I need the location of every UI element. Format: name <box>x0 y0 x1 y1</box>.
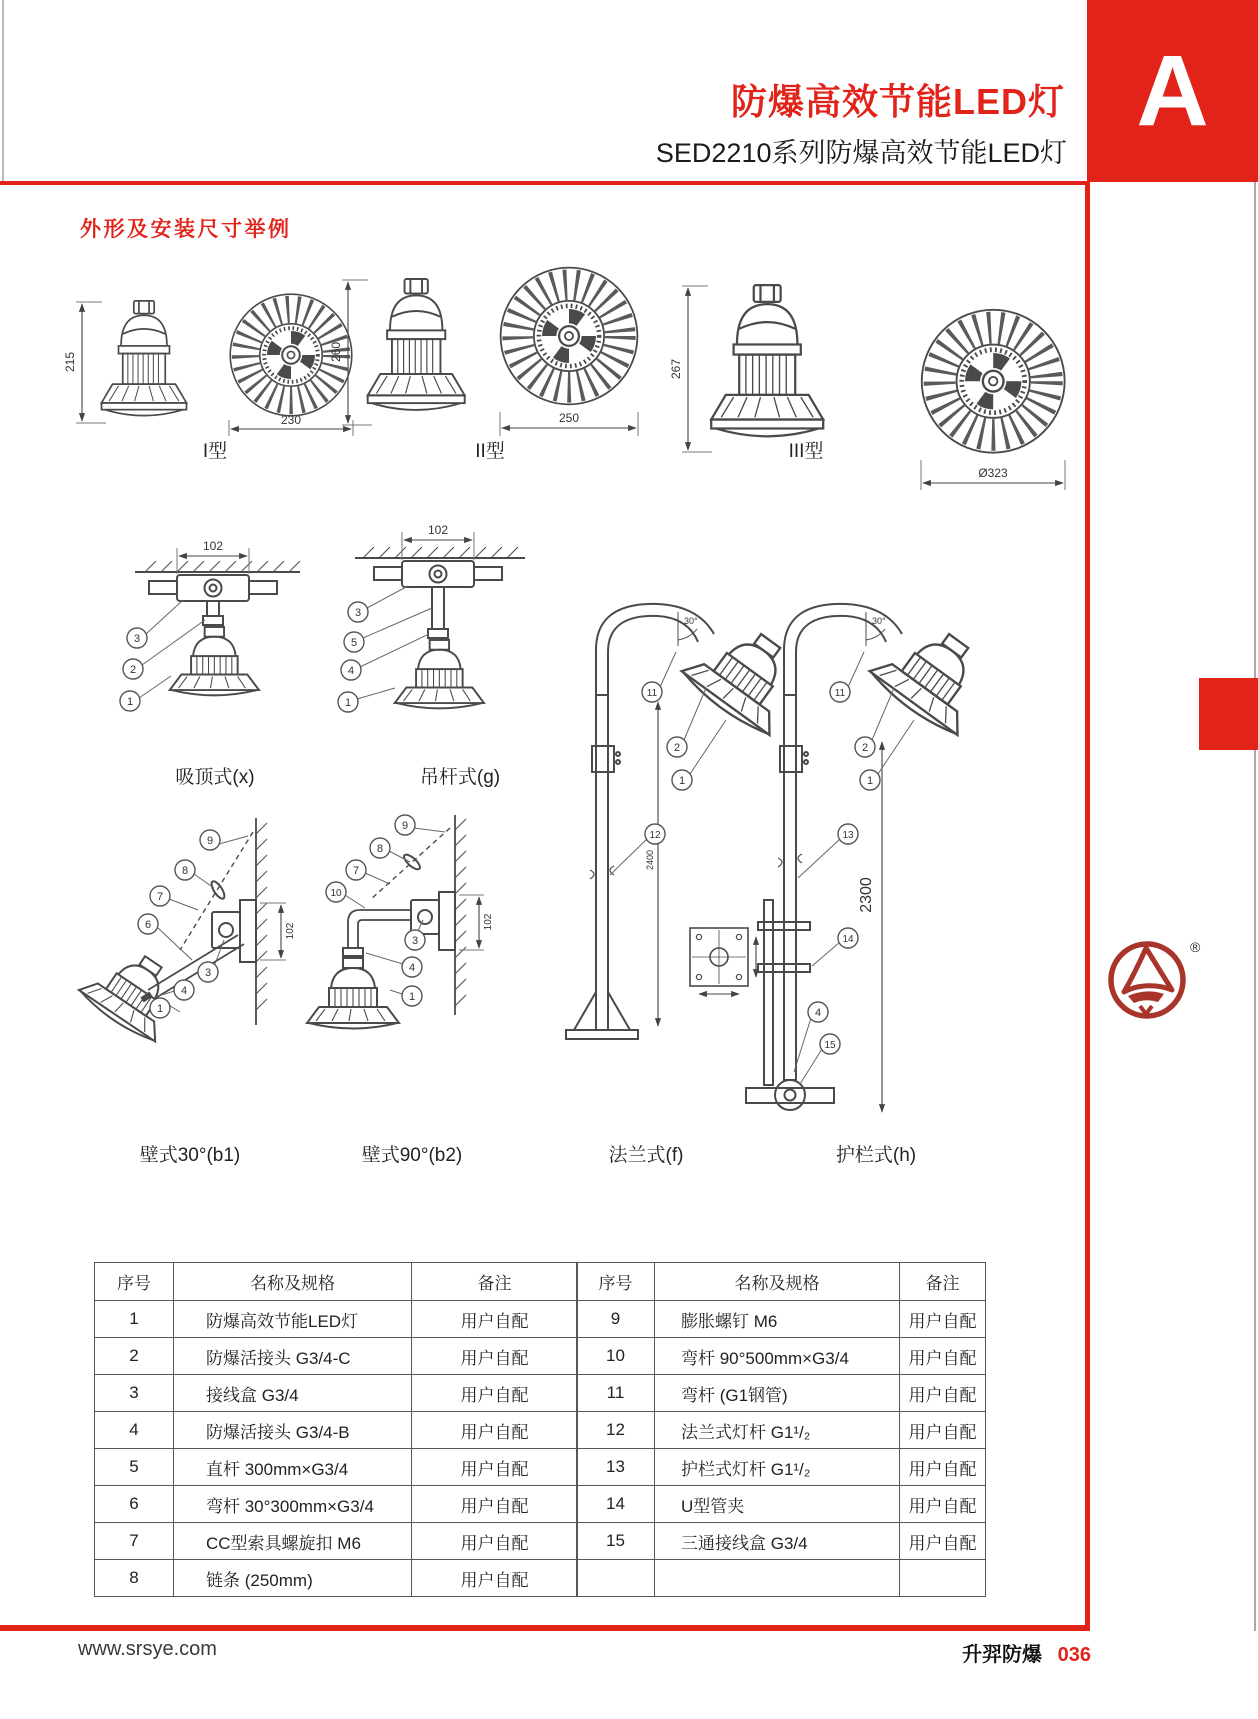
cell-name: 护栏式灯杆 G1¹/₂ <box>655 1449 900 1486</box>
footer-website: www.srsye.com <box>78 1638 217 1660</box>
cell-seq: 3 <box>95 1375 174 1412</box>
svg-text:1: 1 <box>678 775 686 787</box>
svg-text:9: 9 <box>401 820 409 832</box>
callout <box>610 824 665 875</box>
svg-text:1: 1 <box>408 991 416 1003</box>
cell-name: 链条 (250mm) <box>174 1560 412 1597</box>
svg-text:8: 8 <box>181 865 189 877</box>
dim-102: 102 <box>285 922 296 940</box>
svg-text:1: 1 <box>156 1003 164 1015</box>
svg-text:9: 9 <box>206 835 214 847</box>
cell-note: 用户自配 <box>900 1412 986 1449</box>
table-row <box>577 1338 986 1375</box>
type3-label: III型 <box>788 441 824 462</box>
cell-seq: 2 <box>95 1338 174 1375</box>
ceiling-pendant-mounts-drawing <box>105 520 535 765</box>
table-row <box>95 1338 578 1375</box>
cell-seq: 7 <box>95 1523 174 1560</box>
cell-note: 用户自配 <box>900 1523 986 1560</box>
section-title: 外形及安装尺寸举例 <box>80 218 292 241</box>
svg-text:11: 11 <box>834 688 846 699</box>
table-row <box>577 1375 986 1412</box>
callout <box>395 815 445 835</box>
svg-text:4: 4 <box>408 962 416 974</box>
cell-name: 防爆活接头 G3/4-C <box>174 1338 412 1375</box>
pendant-mount-label: 吊杆式(g) <box>419 767 501 788</box>
table-header-row <box>577 1263 986 1301</box>
pole-mounts-drawing <box>530 560 1020 1160</box>
logo-peak <box>1124 948 1172 992</box>
cell-note: 用户自配 <box>412 1412 578 1449</box>
cell-seq: 12 <box>577 1412 655 1449</box>
col-header-name: 名称及规格 <box>174 1263 412 1301</box>
dim-angle: 30° <box>684 616 698 626</box>
cell-name: 接线盒 G3/4 <box>174 1375 412 1412</box>
callout <box>830 652 864 702</box>
chapter-letter: A <box>1136 35 1209 147</box>
callout <box>200 830 248 850</box>
flange-plate-detail <box>690 928 756 994</box>
callout <box>405 920 425 950</box>
type3-side-view <box>711 285 823 436</box>
wall30-label: 壁式30°(b1) <box>139 1145 241 1166</box>
svg-text:1: 1 <box>126 696 134 708</box>
svg-text:6: 6 <box>144 919 152 931</box>
svg-text:7: 7 <box>156 891 164 903</box>
svg-text:1: 1 <box>344 697 352 709</box>
col-header-seq: 序号 <box>577 1263 655 1301</box>
table-row <box>95 1523 578 1560</box>
dim-height: 215 <box>63 351 77 373</box>
cell-name: 三通接线盒 G3/4 <box>655 1523 900 1560</box>
cell-name: CC型索具螺旋扣 M6 <box>174 1523 412 1560</box>
guardrail-label: 护栏式(h) <box>835 1145 917 1166</box>
svg-text:10: 10 <box>330 888 342 899</box>
callout <box>812 928 858 966</box>
cell-note: 用户自配 <box>900 1301 986 1338</box>
cell-name: 膨胀螺钉 M6 <box>655 1301 900 1338</box>
svg-text:1: 1 <box>866 775 874 787</box>
callout <box>175 860 214 888</box>
callout <box>120 676 171 711</box>
callout <box>855 688 894 757</box>
table-header-row <box>95 1263 578 1301</box>
table-row <box>577 1486 986 1523</box>
table-row <box>95 1301 578 1338</box>
svg-text:15: 15 <box>824 1040 836 1051</box>
svg-text:2: 2 <box>129 664 137 676</box>
svg-text:12: 12 <box>649 830 661 841</box>
svg-text:2: 2 <box>861 742 869 754</box>
cell-name: U型管夹 <box>655 1486 900 1523</box>
table-row <box>95 1449 578 1486</box>
svg-text:4: 4 <box>347 665 355 677</box>
dim-pole-length: 2400 <box>645 849 655 871</box>
lamp <box>678 609 815 740</box>
cell-seq: 1 <box>95 1301 174 1338</box>
cell-note: 用户自配 <box>900 1486 986 1523</box>
type1-side-view <box>102 301 187 416</box>
cell-name: 防爆活接头 G3/4-B <box>174 1412 412 1449</box>
cell-seq: 11 <box>577 1375 655 1412</box>
callout <box>127 600 183 648</box>
svg-text:13: 13 <box>842 830 854 841</box>
content-divider-line <box>1085 182 1090 1631</box>
cell-seq: 6 <box>95 1486 174 1523</box>
svg-text:4: 4 <box>180 985 188 997</box>
cell-note <box>900 1560 986 1597</box>
ceiling-mount-label: 吸顶式(x) <box>175 767 255 788</box>
callout <box>798 824 858 878</box>
svg-text:8: 8 <box>376 843 384 855</box>
page-title: 防爆高效节能LED灯 <box>730 81 1065 122</box>
table-row <box>577 1301 986 1338</box>
lamp <box>866 609 1003 740</box>
type1-label: I型 <box>202 441 228 462</box>
dim-102: 102 <box>202 539 224 553</box>
footer-page-number: 036 <box>1057 1644 1091 1666</box>
table-row-empty <box>577 1560 986 1597</box>
cell-note: 用户自配 <box>900 1375 986 1412</box>
cell-seq: 15 <box>577 1523 655 1560</box>
dim-height: 267 <box>669 358 683 380</box>
wall90-label: 壁式90°(b2) <box>361 1145 463 1166</box>
dim-angle: 30° <box>872 616 886 626</box>
col-header-note: 备注 <box>412 1263 578 1301</box>
header-rule <box>0 181 1087 185</box>
lamp <box>307 958 399 1029</box>
flange-label: 法兰式(f) <box>608 1145 684 1166</box>
cell-note: 用户自配 <box>900 1338 986 1375</box>
svg-text:5: 5 <box>350 637 358 649</box>
callout <box>642 652 676 702</box>
dim-diameter: Ø323 <box>978 466 1008 480</box>
cell-name: 弯杆 30°300mm×G3/4 <box>174 1486 412 1523</box>
col-header-name: 名称及规格 <box>655 1263 900 1301</box>
page-edge-line <box>2 0 4 181</box>
callout <box>800 1034 840 1084</box>
cell-note: 用户自配 <box>412 1449 578 1486</box>
callout <box>348 586 408 622</box>
page-subtitle: SED2210系列防爆高效节能LED灯 <box>655 138 1067 168</box>
svg-text:3: 3 <box>354 607 362 619</box>
lamp <box>395 640 484 708</box>
registered-mark-icon: ® <box>1190 939 1201 955</box>
dim-pole-length: 2300 <box>858 877 875 913</box>
footer-brand: 升羿防爆 <box>962 1644 1043 1666</box>
cell-seq: 9 <box>577 1301 655 1338</box>
svg-text:11: 11 <box>646 688 658 699</box>
cell-note: 用户自配 <box>412 1560 578 1597</box>
cell-note: 用户自配 <box>412 1486 578 1523</box>
col-header-note: 备注 <box>900 1263 986 1301</box>
parts-table-left <box>94 1262 578 1597</box>
cell-note: 用户自配 <box>412 1301 578 1338</box>
callout <box>370 838 410 862</box>
footer-brand-page <box>962 1638 1091 1667</box>
callout <box>158 980 194 1000</box>
callout <box>667 688 706 757</box>
callout <box>346 860 390 884</box>
cell-seq: 5 <box>95 1449 174 1486</box>
wall90-mount <box>343 815 466 1015</box>
callout <box>338 688 395 712</box>
callout <box>326 882 365 908</box>
callout <box>138 914 192 960</box>
table-row <box>95 1375 578 1412</box>
cell-note: 用户自配 <box>412 1338 578 1375</box>
table-row <box>577 1412 986 1449</box>
cell-note: 用户自配 <box>900 1449 986 1486</box>
cell-name: 法兰式灯杆 G1¹/₂ <box>655 1412 900 1449</box>
table-row <box>577 1523 986 1560</box>
cell-seq: 8 <box>95 1560 174 1597</box>
svg-text:14: 14 <box>842 934 854 945</box>
dim-102: 102 <box>427 523 449 537</box>
chapter-side-tab <box>1199 678 1258 750</box>
cell-seq: 13 <box>577 1449 655 1486</box>
chapter-tab <box>1087 0 1258 182</box>
logo-chevron <box>1140 1006 1152 1014</box>
ceiling-mount <box>135 561 300 625</box>
cell-seq: 14 <box>577 1486 655 1523</box>
type2-label: II型 <box>475 441 505 462</box>
parts-table-right <box>576 1262 986 1597</box>
svg-text:3: 3 <box>133 633 141 645</box>
cell-seq <box>577 1560 655 1597</box>
dim-width: 230 <box>280 413 302 427</box>
cell-seq: 10 <box>577 1338 655 1375</box>
logo-swoosh <box>1128 991 1164 1003</box>
svg-text:7: 7 <box>352 865 360 877</box>
dim-width: 250 <box>558 411 580 425</box>
cell-note: 用户自配 <box>412 1375 578 1412</box>
table-row <box>95 1412 578 1449</box>
col-header-seq: 序号 <box>95 1263 174 1301</box>
cell-name: 直杆 300mm×G3/4 <box>174 1449 412 1486</box>
svg-text:2: 2 <box>673 742 681 754</box>
brand-logo <box>1100 928 1220 1028</box>
cell-name: 防爆高效节能LED灯 <box>174 1301 412 1338</box>
dim-102: 102 <box>483 913 494 931</box>
cell-name: 弯杆 (G1钢管) <box>655 1375 900 1412</box>
footer-rule <box>0 1625 1090 1631</box>
type2-front-view <box>501 268 638 405</box>
svg-text:3: 3 <box>204 967 212 979</box>
page-edge-line <box>1254 0 1256 1631</box>
table-row <box>95 1486 578 1523</box>
wall-mounts-drawing <box>60 800 520 1130</box>
logo-circle <box>1111 944 1183 1016</box>
type3-front-view <box>922 310 1065 453</box>
pendant-mount <box>355 547 525 638</box>
table-row <box>95 1560 578 1597</box>
cell-seq: 4 <box>95 1412 174 1449</box>
svg-text:4: 4 <box>814 1007 822 1019</box>
callout <box>390 986 422 1006</box>
dim-height: 260 <box>329 341 343 363</box>
svg-text:3: 3 <box>411 935 419 947</box>
callout <box>366 953 422 977</box>
table-row <box>577 1449 986 1486</box>
cell-name: 弯杆 90°500mm×G3/4 <box>655 1338 900 1375</box>
lamp <box>170 627 259 695</box>
callout <box>150 886 198 910</box>
callout <box>150 998 180 1018</box>
cell-note: 用户自配 <box>412 1523 578 1560</box>
cell-name <box>655 1560 900 1597</box>
type2-side-view <box>368 279 465 410</box>
